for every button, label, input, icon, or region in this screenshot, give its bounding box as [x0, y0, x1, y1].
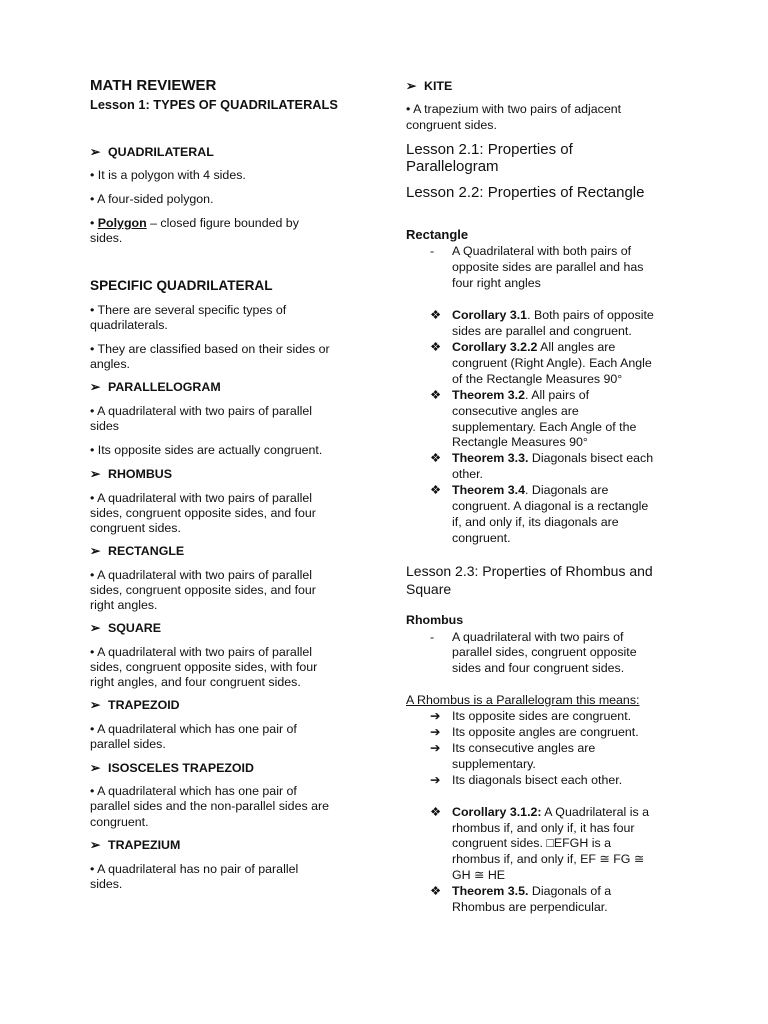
rhombus-line-2: sides, congruent opposite sides, and four [90, 506, 316, 520]
lesson21-heading-line2: Parallelogram [406, 158, 499, 175]
arrowhead-icon: ➢ [90, 698, 101, 712]
rect-def-2: opposite sides are parallel and has [452, 260, 644, 274]
corollary-3-2-2: Corollary 3.2.2 All angles are [452, 340, 616, 354]
rhombus-subheading: Rhombus [406, 613, 464, 627]
means-item-3: Its consecutive angles are [452, 741, 596, 755]
dash-marker: - [430, 630, 435, 644]
corollary-3-1-2-line2: rhombus if, and only if, it has four [452, 821, 635, 835]
arrowhead-icon: ➢ [90, 621, 101, 635]
trapezoid-line-2: parallel sides. [90, 737, 166, 751]
theorem-3-2-line2: consecutive angles are [452, 404, 579, 418]
arrowhead-icon: ➢ [90, 838, 101, 852]
means-item-1: Its opposite sides are congruent. [452, 709, 632, 723]
square-heading: ➢ SQUARE [90, 621, 162, 635]
corollary-3-1-2-line5: GH ≅ HE [452, 868, 506, 882]
rhomb-def-3: sides and four congruent sides. [452, 661, 625, 675]
rhombus-line-3: congruent sides. [90, 521, 181, 535]
rect-def-3: four right angles [452, 276, 541, 290]
diamond-icon: ❖ [430, 805, 442, 819]
corollary-3-2-2-line3: of the Rectangle Measures 90° [452, 372, 623, 386]
trapezium-heading: ➢ TRAPEZIUM [90, 838, 181, 852]
corollary-3-1: Corollary 3.1. Both pairs of opposite [452, 308, 654, 322]
rectangle-subheading: Rectangle [406, 227, 469, 242]
parallelogram-heading: ➢ PARALLELOGRAM [90, 380, 221, 394]
isosceles-line-2: parallel sides and the non-parallel sides are [90, 799, 330, 813]
arrowhead-icon: ➢ [90, 145, 101, 159]
specific-heading: SPECIFIC QUADRILATERAL [90, 278, 273, 293]
square-line-1: • A quadrilateral with two pairs of parallel [90, 645, 312, 659]
corollary-3-1-2: Corollary 3.1.2: A Quadrilateral is a [452, 805, 649, 819]
isosceles-line-1: • A quadrilateral which has one pair of [90, 784, 297, 798]
lesson22-heading: Lesson 2.2: Properties of Rectangle [406, 184, 645, 201]
arrowhead-icon: ➢ [406, 79, 417, 93]
arrowhead-icon: ➢ [90, 380, 101, 394]
rhombus-heading: ➢ RHOMBUS [90, 467, 173, 481]
lesson1-heading: Lesson 1: TYPES OF QUADRILATERALS [90, 97, 338, 112]
quad-bullet-3-line2: sides. [90, 231, 123, 245]
right-arrow-icon: ➔ [430, 709, 441, 723]
means-item-3-line2: supplementary. [452, 757, 536, 771]
para-bullet-1: • A quadrilateral with two pairs of parallel [90, 404, 312, 418]
kite-line-1: • A trapezium with two pairs of adjacent [406, 102, 622, 116]
para-bullet-2: • Its opposite sides are actually congruent. [90, 443, 323, 457]
theorem-3-4-line2: congruent. A diagonal is a rectangle [452, 499, 649, 513]
isosceles-heading: ➢ ISOSCELES TRAPEZOID [90, 761, 254, 775]
quadrilateral-heading: ➢ QUADRILATERAL [90, 145, 214, 159]
rectangle-line-1: • A quadrilateral with two pairs of parallel [90, 568, 312, 582]
theorem-3-5: Theorem 3.5. Diagonals of a [452, 884, 612, 898]
specific-bullet-1: • There are several specific types of [90, 303, 287, 317]
trapezium-line-2: sides. [90, 877, 123, 891]
polygon-term: Polygon [97, 216, 147, 230]
diamond-icon: ❖ [430, 884, 442, 898]
theorem-3-5-line2: Rhombus are perpendicular. [452, 900, 608, 914]
arrowhead-icon: ➢ [90, 544, 101, 558]
theorem-3-4: Theorem 3.4. Diagonals are [452, 483, 609, 497]
arrowhead-icon: ➢ [90, 467, 101, 481]
right-arrow-icon: ➔ [430, 725, 441, 739]
arrowhead-icon: ➢ [90, 761, 101, 775]
rhomb-def-1: A quadrilateral with two pairs of [452, 630, 624, 644]
kite-line-2: congruent sides. [406, 118, 497, 132]
corollary-3-1-2-line3: congruent sides. □EFGH is a [452, 836, 611, 850]
means-item-2: Its opposite angles are congruent. [452, 725, 639, 739]
lesson23-heading: Lesson 2.3: Properties of Rhombus and [406, 563, 653, 579]
means-item-4: Its diagonals bisect each other. [452, 773, 623, 787]
quad-bullet-1: • It is a polygon with 4 sides. [90, 168, 246, 182]
dash-marker: - [430, 244, 435, 258]
theorem-3-2-line4: Rectangle Measures 90° [452, 435, 588, 449]
specific-bullet-2: • They are classified based on their sides or [90, 342, 330, 356]
rhombus-means-heading: A Rhombus is a Parallelogram this means: [406, 693, 640, 707]
para-bullet-1-line2: sides [90, 419, 119, 433]
rectangle-line-3: right angles. [90, 598, 158, 612]
corollary-3-1-line2: sides are parallel and congruent. [452, 324, 632, 338]
trapezium-line-1: • A quadrilateral has no pair of parallel [90, 862, 299, 876]
corollary-3-2-2-line2: congruent (Right Angle). Each Angle [452, 356, 652, 370]
diamond-icon: ❖ [430, 483, 442, 497]
rhombus-line-1: • A quadrilateral with two pairs of parallel [90, 491, 312, 505]
diamond-icon: ❖ [430, 451, 442, 465]
diamond-icon: ❖ [430, 308, 442, 322]
trapezoid-line-1: • A quadrilateral which has one pair of [90, 722, 297, 736]
trapezoid-heading: ➢ TRAPEZOID [90, 698, 180, 712]
corollary-3-1-2-line4: rhombus if, and only if, EF ≅ FG ≅ [452, 852, 645, 866]
right-arrow-icon: ➔ [430, 741, 441, 755]
lesson21-heading: Lesson 2.1: Properties of [406, 141, 573, 158]
isosceles-line-3: congruent. [90, 815, 149, 829]
square-line-3: right angles, and four congruent sides. [90, 675, 301, 689]
specific-bullet-2-line2: angles. [90, 357, 130, 371]
theorem-3-3-line2: other. [452, 467, 484, 481]
diamond-icon: ❖ [430, 340, 442, 354]
theorem-3-4-line3: if, and only if, its diagonals are [452, 515, 619, 529]
rectangle-line-2: sides, congruent opposite sides, and four [90, 583, 316, 597]
quad-bullet-2: • A four-sided polygon. [90, 192, 214, 206]
specific-bullet-1-line2: quadrilaterals. [90, 318, 168, 332]
right-arrow-icon: ➔ [430, 773, 441, 787]
rectangle-heading: ➢ RECTANGLE [90, 544, 185, 558]
diamond-icon: ❖ [430, 388, 442, 402]
theorem-3-2: Theorem 3.2. All pairs of [452, 388, 590, 402]
kite-heading: ➢ KITE [406, 79, 453, 93]
rhomb-def-2: parallel sides, congruent opposite [452, 645, 637, 659]
quad-bullet-3: • Polygon – closed figure bounded by [90, 216, 299, 230]
rect-def-1: A Quadrilateral with both pairs of [452, 244, 632, 258]
page-title: MATH REVIEWER [90, 77, 217, 94]
theorem-3-2-line3: supplementary. Each Angle of the [452, 420, 637, 434]
theorem-3-4-line4: congruent. [452, 531, 511, 545]
lesson23-heading-line2: Square [406, 581, 452, 597]
theorem-3-3: Theorem 3.3. Diagonals bisect each [452, 451, 654, 465]
square-line-2: sides, congruent opposite sides, with four [90, 660, 318, 674]
